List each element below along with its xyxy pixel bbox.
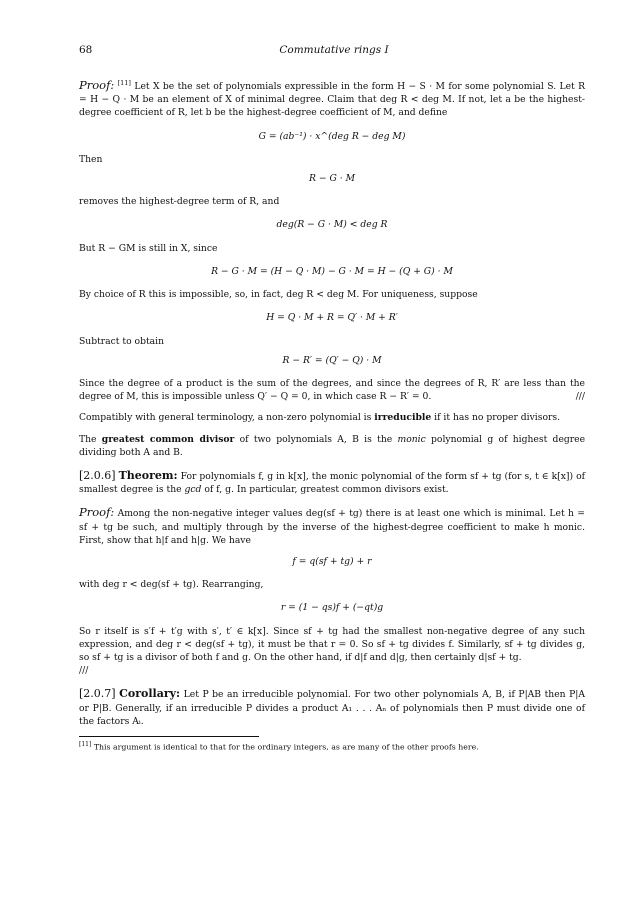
corollary-number: [2.0.7] — [79, 687, 116, 701]
footnote — [79, 740, 585, 753]
equation-r-minus-gm: R − G · M — [309, 173, 355, 185]
so-text: So r itself is s′f + t′g with s′, t′ ∈ k[x]. Since sf + tg had the smallest non-negative degree of any such expression, and deg r < deg(sf + tg), it must be that r = 0. So sf + tg divides f. Similarly, sf + tg divides g, so sf + tg is a divisor of both f and g. On the other hand, if d|f and d|g, then certainly d|sf + tg. — [79, 625, 585, 663]
corollary-text: Let P be an irreducible polynomial. For two other polynomials A, B, if P|AB then P|A or P|B. Generally, if an irreducible P divides a product A₁ . . . Aₙ of polynomials then P must divide one of the factors Aᵢ. — [79, 689, 586, 727]
irreducible-before: Compatibly with general terminology, a non-zero polynomial is — [79, 412, 372, 424]
footnote-ref: [11] — [117, 79, 131, 87]
equation-g-definition: G = (ab⁻¹) · x^(deg R − deg M) — [258, 130, 406, 142]
equation-uniqueness: H = Q · M + R = Q′ · M + R′ — [266, 312, 398, 324]
subtract-text: Subtract to obtain — [79, 335, 164, 347]
theorem-number: [2.0.6] — [79, 468, 116, 482]
footnote-number: [11] — [79, 740, 92, 748]
equation-difference: R − R′ = (Q′ − Q) · M — [282, 354, 382, 366]
gcd-before: The — [79, 433, 97, 445]
equation-degree-inequality: deg(R − G · M) < deg R — [276, 219, 388, 231]
gcd-definition — [79, 433, 585, 459]
proof-label: Proof: — [79, 78, 115, 93]
proof-paragraph — [79, 77, 585, 120]
proof2-label: Proof: — [79, 505, 115, 520]
gcd-middle: of two polynomials A, B is the — [239, 433, 393, 445]
irreducible-definition — [79, 411, 585, 424]
removes-text: removes the highest-degree term of R, and — [79, 196, 280, 208]
with-text: with deg r < deg(sf + tg). Rearranging, — [79, 579, 264, 591]
equation-rearranged: r = (1 − qs)f + (−qt)g — [280, 602, 384, 614]
by-choice-text: By choice of R this is impossible, so, in fact, deg R < deg M. For uniqueness, suppose — [79, 289, 478, 301]
term-gcd-abbrev: gcd — [184, 484, 202, 496]
proof2-paragraph — [79, 506, 585, 547]
term-gcd: greatest common divisor — [101, 433, 235, 445]
so-paragraph — [79, 625, 585, 678]
footnote-text: This argument is identical to that for the ordinary integers, as are many of the other proofs here. — [93, 742, 479, 752]
body-text — [79, 77, 585, 753]
theorem-paragraph — [79, 469, 585, 496]
qed2-mark: /// — [79, 665, 89, 677]
but-text: But R − GM is still in X, since — [79, 242, 218, 254]
since-paragraph — [79, 377, 585, 403]
term-monic: monic — [397, 433, 426, 445]
qed-mark: /// — [575, 391, 585, 403]
proof2-text: Among the non-negative integer values deg(sf + tg) there is at least one which is minimal. Let h = sf + tg be such, and multiply through by the inverse of the highest-degree coefficient to make h monic. First, show that h|f and h|g. We have — [79, 508, 585, 546]
footnote-rule — [79, 736, 259, 737]
corollary-paragraph — [79, 687, 585, 728]
proof-text: Let X be the set of polynomials expressible in the form H − S · M for some polynomial S. Let R = H − Q · M be an element of X of minimal degree. Claim that deg R < deg M. If not, let a be the highest-degree coefficient of R, let b be the highest-degree coefficient of M, and define — [79, 81, 586, 119]
running-title: Commutative rings I — [279, 44, 389, 56]
equation-in-x: R − G · M = (H − Q · M) − G · M = H − (Q + G) · M — [211, 265, 453, 277]
theorem-text: For polynomials f, g in k[x], the monic polynomial of the form sf + tg (for s, t ∈ k[x]) of smallest degree is the — [79, 470, 586, 496]
equation-division: f = q(sf + tg) + r — [292, 555, 372, 567]
since-text: Since the degree of a product is the sum of the degrees, and since the degrees of R, R′ are less than the degree of M, this is impossible unless Q′ − Q = 0, in which case R − R′ = 0. — [79, 377, 585, 403]
theorem-label: Theorem: — [118, 468, 178, 482]
then-text: Then — [79, 153, 103, 165]
corollary-label: Corollary: — [119, 687, 181, 701]
theorem-text-end: of f, g. In particular, greatest common divisors exist. — [204, 484, 449, 496]
irreducible-after: if it has no proper divisors. — [434, 412, 561, 424]
term-irreducible: irreducible — [374, 412, 432, 424]
running-header — [79, 44, 589, 58]
page-number: 68 — [79, 44, 93, 56]
gcd-after: polynomial g of highest degree dividing both A and B. — [79, 433, 586, 458]
